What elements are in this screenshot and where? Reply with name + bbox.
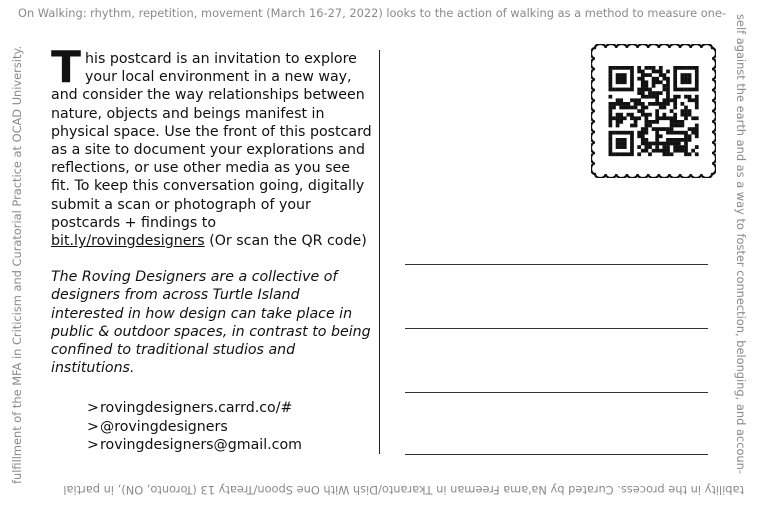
contact-website-text: rovingdesigners.carrd.co/# bbox=[100, 400, 293, 417]
contact-website[interactable] bbox=[87, 399, 373, 418]
contact-handle-text: @rovingdesigners bbox=[100, 418, 228, 435]
message-section bbox=[51, 42, 373, 455]
contact-email[interactable] bbox=[87, 436, 373, 455]
contact-handle[interactable] bbox=[87, 418, 373, 437]
invitation-paragraph bbox=[51, 42, 373, 250]
contact-links bbox=[87, 399, 373, 455]
address-line bbox=[405, 454, 708, 455]
address-line bbox=[405, 264, 708, 265]
arrow-icon: > bbox=[87, 437, 99, 454]
border-text-bottom: tability in the process. Curated by Na'ama Freeman in Tkaranto/Dish With One Spoon/Treaty 13 (Toronto, ON), in partial bbox=[63, 483, 744, 497]
contact-email-text: rovingdesigners@gmail.com bbox=[100, 437, 302, 454]
qr-note: (Or scan the QR code) bbox=[209, 233, 367, 250]
arrow-icon: > bbox=[87, 418, 99, 435]
submission-link[interactable]: bit.ly/rovingdesigners bbox=[51, 233, 205, 250]
drop-cap: T bbox=[51, 42, 82, 93]
border-text-left: fulfillment of the MFA in Criticism and Curatorial Practice at OCAD University. bbox=[10, 45, 24, 484]
qr-stamp[interactable] bbox=[591, 44, 716, 178]
border-text-top: On Walking: rhythm, repetition, movement (March 16-27, 2022) looks to the action of walking as a method to measure one- bbox=[18, 6, 726, 20]
address-line bbox=[405, 392, 708, 393]
collective-description: The Roving Designers are a collective of designers from across Turtle Island interested in how design can take place in public & outdoor spaces, in contrast to being confined to traditional studios and institutions. bbox=[51, 269, 371, 377]
border-text-right: self against the earth and as a way to foster connection, belonging, and accoun- bbox=[734, 14, 748, 474]
arrow-icon: > bbox=[87, 400, 99, 417]
address-line bbox=[405, 328, 708, 329]
center-divider bbox=[379, 50, 380, 454]
invitation-text: his postcard is an invitation to explore your local environment in a new way, and consider the way relationships between nature, objects and beings manifest in physical space. Use the front of this postcard as a site to document your explorations and reflections, or use other media as you see fit. To keep this conversation going, digitally submit a scan or photograph of your postcards + findings to bbox=[51, 51, 372, 231]
